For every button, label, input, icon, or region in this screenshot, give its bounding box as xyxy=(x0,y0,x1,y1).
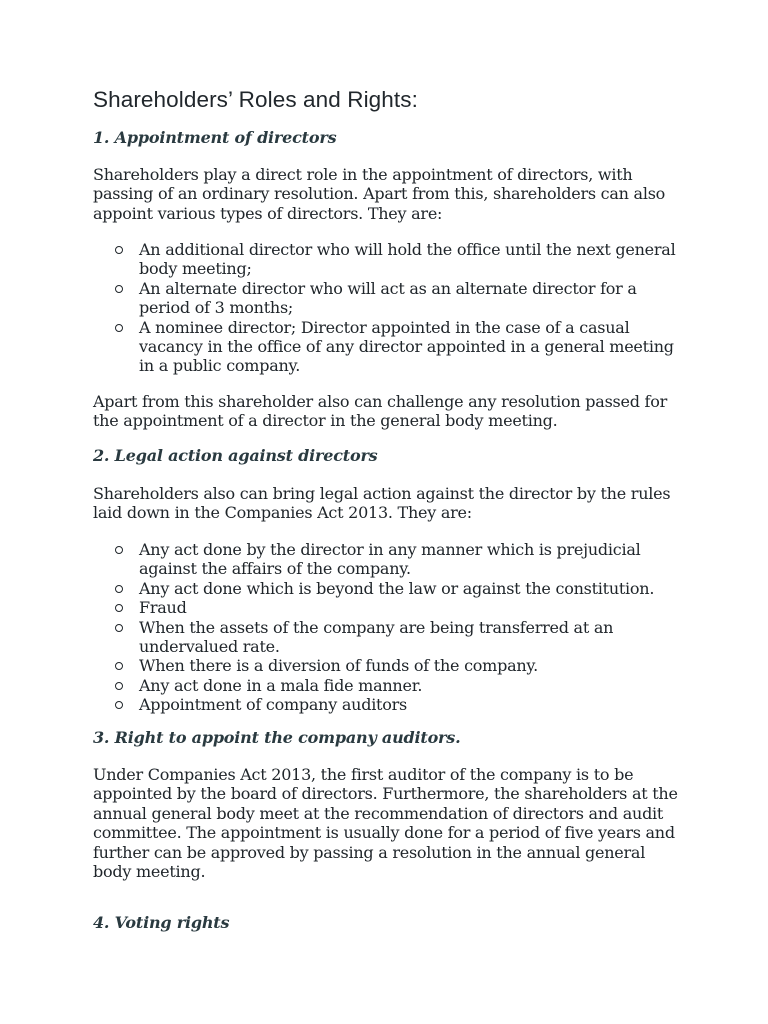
list-item: A nominee director; Director appointed in the case of a casual vacancy in the office of any director appointed in a general meeting in a public company. xyxy=(93,318,683,376)
bullet-icon xyxy=(115,585,123,593)
section-2-intro: Shareholders also can bring legal action against the director by the rules laid down in the Companies Act 2013. They are: xyxy=(93,484,671,523)
list-item: When there is a diversion of funds of the company. xyxy=(93,656,683,675)
list-item: An additional director who will hold the office until the next general body meeting; xyxy=(93,240,683,279)
bullet-icon xyxy=(115,662,123,670)
section-heading-appointment-of-directors: 1. Appointment of directors xyxy=(93,128,337,147)
bullet-icon xyxy=(115,246,123,254)
list-item: Any act done which is beyond the law or against the constitution. xyxy=(93,579,683,598)
page-title: Shareholders’ Roles and Rights: xyxy=(93,87,418,112)
list-item: Appointment of company auditors xyxy=(93,695,683,714)
section-heading-appoint-auditors: 3. Right to appoint the company auditors. xyxy=(93,728,461,747)
bullet-icon xyxy=(115,285,123,293)
list-item: Fraud xyxy=(93,598,683,617)
section-1-outro: Apart from this shareholder also can challenge any resolution passed for the appointment of a director in the general body meeting. xyxy=(93,392,667,431)
bullet-icon xyxy=(115,546,123,554)
section-heading-legal-action: 2. Legal action against directors xyxy=(93,446,378,465)
section-2-list xyxy=(93,540,683,715)
section-1-list xyxy=(93,240,683,376)
section-heading-voting-rights: 4. Voting rights xyxy=(93,913,230,932)
bullet-icon xyxy=(115,324,123,332)
bullet-icon xyxy=(115,701,123,709)
list-item: Any act done in a mala fide manner. xyxy=(93,676,683,695)
bullet-icon xyxy=(115,682,123,690)
section-1-intro: Shareholders play a direct role in the appointment of directors, with passing of an ordinary resolution. Apart from this, shareholders can also appoint various types of directors. They are: xyxy=(93,165,666,223)
list-item: When the assets of the company are being transferred at an undervalued rate. xyxy=(93,618,683,657)
list-item: An alternate director who will act as an alternate director for a period of 3 months; xyxy=(93,279,683,318)
list-item: Any act done by the director in any manner which is prejudicial against the affairs of the company. xyxy=(93,540,683,579)
bullet-icon xyxy=(115,604,123,612)
bullet-icon xyxy=(115,624,123,632)
section-3-body: Under Companies Act 2013, the first auditor of the company is to be appointed by the board of directors. Furthermore, the shareholders at the annual general body meet at the recommendation of directors and audit committee. The appointment is usually done for a period of five years and further can be approved by passing a resolution in the annual general body meeting. xyxy=(93,765,678,882)
